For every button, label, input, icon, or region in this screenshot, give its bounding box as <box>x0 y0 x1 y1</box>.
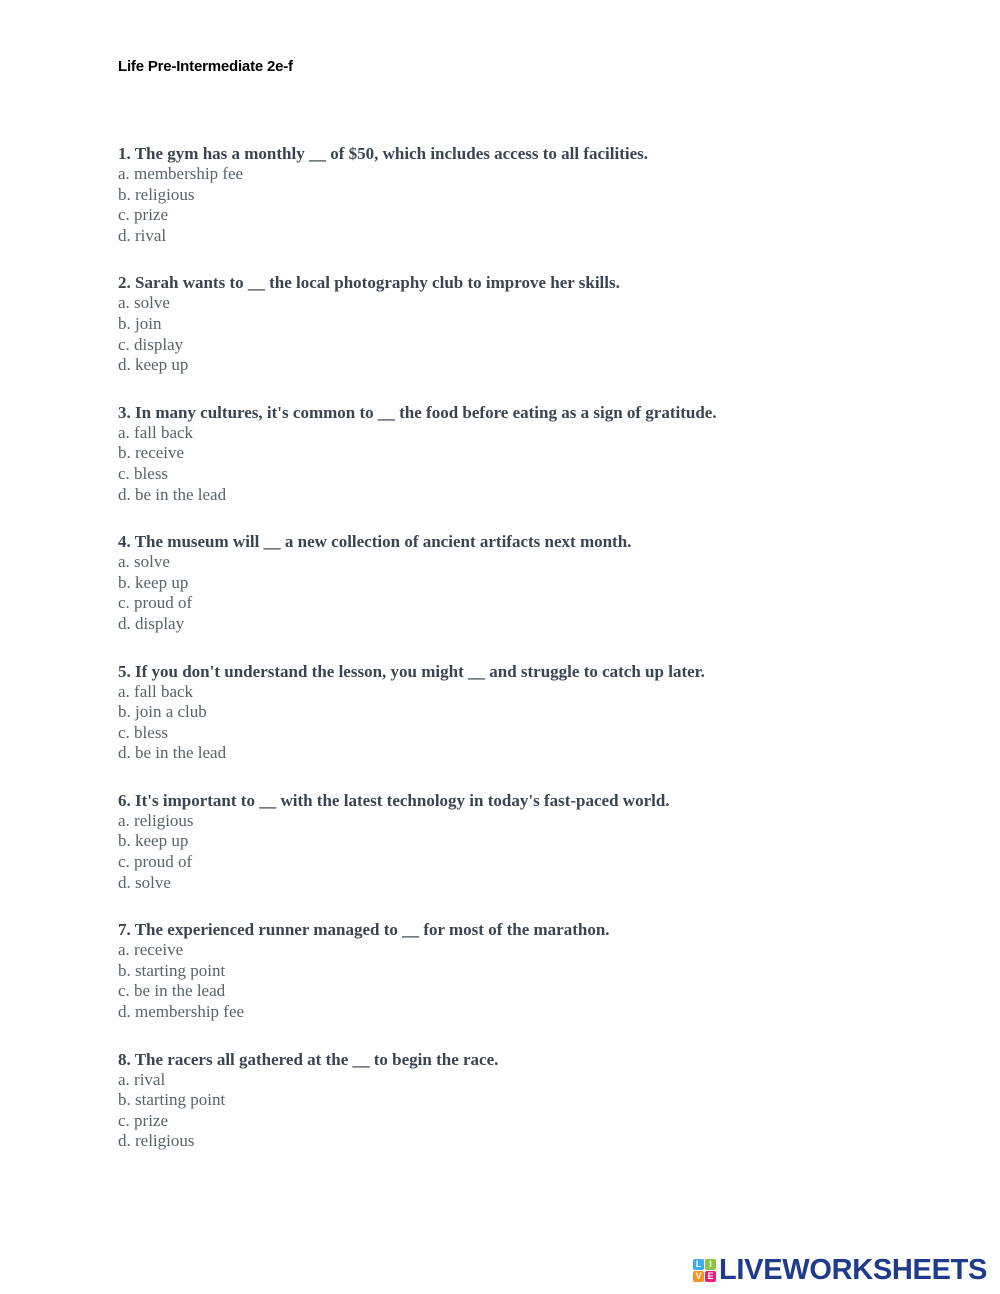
question-text: 4. The museum will __ a new collection of ancient artifacts next month. <box>118 532 632 552</box>
question-text: 1. The gym has a monthly __ of $50, which includes access to all facilities. <box>118 144 648 163</box>
answer-option-d[interactable]: d. rival <box>118 225 167 245</box>
question-text: 7. The experienced runner managed to __ for most of the marathon. <box>118 920 610 940</box>
logo-letter-e: E <box>705 1271 716 1282</box>
answer-option-b[interactable]: b. keep up <box>118 831 189 851</box>
logo-letter-v: V <box>693 1271 704 1282</box>
answer-option-b[interactable]: b. starting point <box>118 1090 226 1110</box>
answer-option-d[interactable]: d. display <box>118 613 185 633</box>
answer-option-b[interactable]: b. receive <box>118 443 185 463</box>
answer-option-c[interactable]: c. prize <box>118 1110 169 1130</box>
question-text: 6. It's important to __ with the latest technology in today's fast-paced world. <box>118 790 670 810</box>
liveworksheets-logo <box>693 1255 987 1285</box>
brand-name: LIVEWORKSHEETS <box>719 1254 988 1286</box>
answer-option-d[interactable]: d. membership fee <box>118 1002 245 1022</box>
question-1 <box>118 143 978 246</box>
question-text: 8. The racers all gathered at the __ to begin the race. <box>118 1049 499 1069</box>
question-list <box>118 143 978 1178</box>
answer-option-c[interactable]: c. bless <box>118 463 169 483</box>
question-text: 5. If you don't understand the lesson, you might __ and struggle to catch up later. <box>118 661 705 681</box>
answer-option-a[interactable]: a. religious <box>118 810 194 830</box>
document-title: Life Pre-Intermediate 2e-f <box>118 58 293 75</box>
question-6 <box>118 790 978 893</box>
answer-option-c[interactable]: c. display <box>118 334 184 354</box>
logo-letter-i: I <box>705 1259 716 1270</box>
question-7 <box>118 919 978 1022</box>
answer-option-c[interactable]: c. bless <box>118 722 169 742</box>
answer-option-d[interactable]: d. be in the lead <box>118 484 227 504</box>
answer-option-a[interactable]: a. receive <box>118 940 184 960</box>
answer-option-c[interactable]: c. be in the lead <box>118 981 226 1001</box>
question-text: 2. Sarah wants to __ the local photography club to improve her skills. <box>118 273 620 293</box>
answer-option-c[interactable]: c. prize <box>118 205 169 225</box>
question-5 <box>118 661 978 764</box>
question-8 <box>118 1049 978 1152</box>
liveworksheets-mark-icon <box>693 1259 716 1282</box>
answer-option-a[interactable]: a. solve <box>118 293 170 313</box>
answer-option-a[interactable]: a. solve <box>118 552 170 572</box>
answer-option-b[interactable]: b. join a club <box>118 702 207 722</box>
answer-option-b[interactable]: b. join <box>118 313 162 333</box>
answer-option-d[interactable]: d. be in the lead <box>118 743 227 763</box>
question-4 <box>118 531 978 634</box>
answer-option-d[interactable]: d. solve <box>118 872 171 892</box>
question-text: 3. In many cultures, it's common to __ the food before eating as a sign of gratitude. <box>118 402 717 422</box>
question-3 <box>118 402 978 505</box>
answer-option-a[interactable]: a. rival <box>118 1069 166 1089</box>
answer-option-b[interactable]: b. keep up <box>118 572 189 592</box>
answer-option-c[interactable]: c. proud of <box>118 593 193 613</box>
answer-option-b[interactable]: b. starting point <box>118 960 226 980</box>
logo-letter-l: L <box>693 1259 704 1270</box>
answer-option-a[interactable]: a. fall back <box>118 681 194 701</box>
answer-option-a[interactable]: a. membership fee <box>118 164 244 183</box>
answer-option-d[interactable]: d. religious <box>118 1131 195 1151</box>
answer-option-d[interactable]: d. keep up <box>118 355 189 375</box>
answer-option-c[interactable]: c. proud of <box>118 852 193 872</box>
question-2 <box>118 272 978 375</box>
answer-option-a[interactable]: a. fall back <box>118 422 194 442</box>
answer-option-b[interactable]: b. religious <box>118 184 195 204</box>
